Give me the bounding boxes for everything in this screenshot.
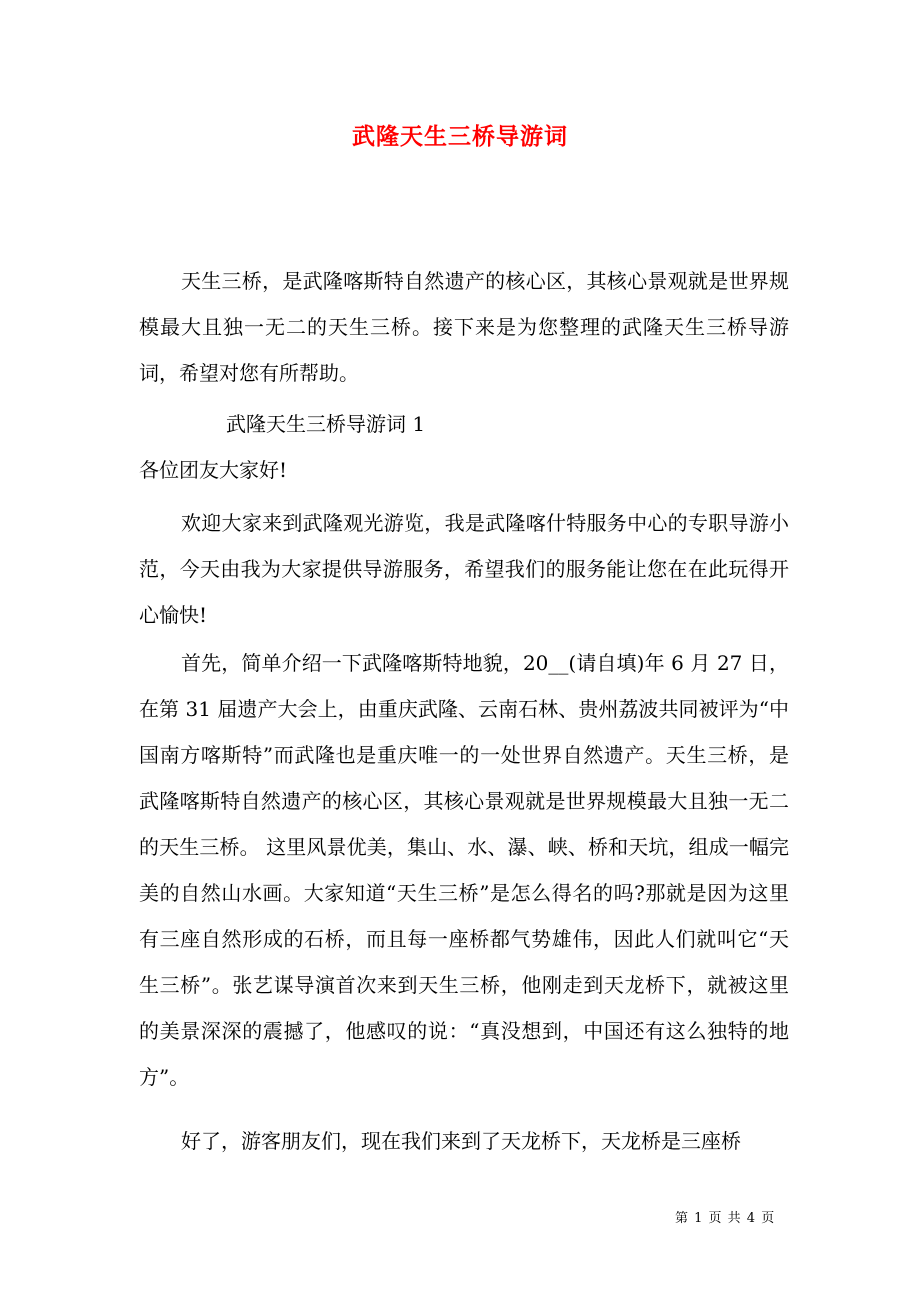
paragraph-greeting: 各位团友大家好! [139,458,288,482]
paragraph-intro: 天生三桥，是武隆喀斯特自然遗产的核心区，其核心景观就是世界规模最大且独一无二的天生三桥。接下来是为您整理的武隆天生三桥导游词，希望对您有所帮助。 [139,269,789,385]
page-title: 武隆天生三桥导游词 [352,123,568,150]
paragraph-next: 好了，游客朋友们，现在我们来到了天龙桥下，天龙桥是三座桥 [181,1129,741,1153]
section-subtitle: 武隆天生三桥导游词 1 [226,412,426,436]
paragraph-history: 首先，简单介绍一下武隆喀斯特地貌，20__(请自填)年 6 月 27 日，在第 31 届遗产大会上，由重庆武隆、云南石林、贵州荔波共同被评为“中国南方喀斯特”而武隆也是重庆唯一的一处世界自然遗产。天生三桥，是武隆喀斯特自然遗产的核心区，其核心景观就是世界规模最大且独一无二的天生三桥。 这里风景优美，集山、水、瀑、峡、桥和天坑，组成一幅完美的自然山水画。大家知道“天生三桥”是怎么得名的吗?那就是因为这里有三座自然形成的石桥，而且每一座桥都气势雄伟，因此人们就叫它“天生三桥”。张艺谋导演首次来到天生三桥，他刚走到天龙桥下，就被这里的美景深深的震撼了，他感叹的说：“真没想到，中国还有这么独特的地方”。 [139,651,789,1089]
page-footer: 第 1 页 共 4 页 [675,1211,776,1226]
paragraph-welcome: 欢迎大家来到武隆观光游览，我是武隆喀什特服务中心的专职导游小范，今天由我为大家提供导游服务，希望我们的服务能让您在在此玩得开心愉快! [139,511,789,627]
